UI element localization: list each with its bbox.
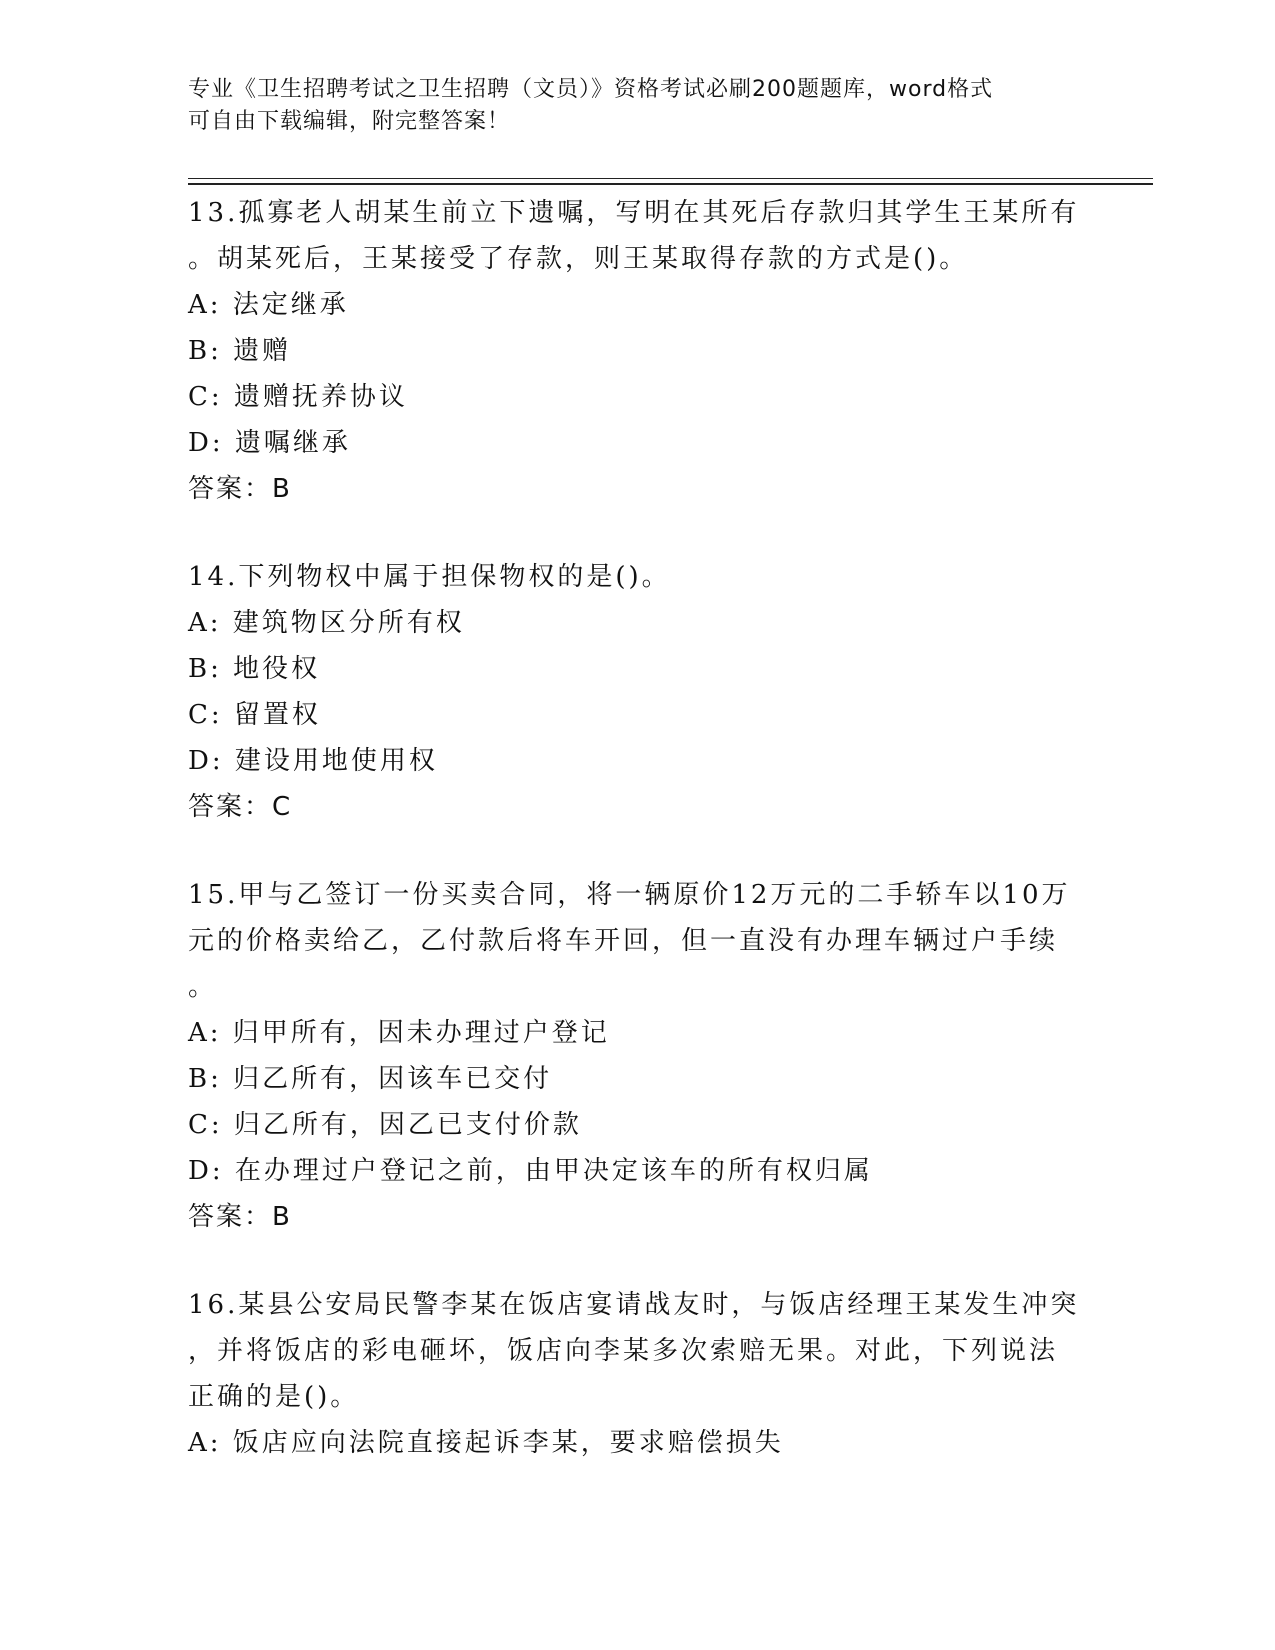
option-c: C: 留置权 (188, 700, 321, 730)
question-stem: 正确的是()。 (188, 1382, 360, 1412)
option-d: D: 遗嘱继承 (188, 428, 351, 458)
option-d: D: 在办理过户登记之前，由甲决定该车的所有权归属 (188, 1156, 873, 1186)
question-stem: 。 (188, 972, 218, 1002)
question-list (188, 190, 1088, 1500)
option-b: B: 遗赠 (188, 336, 292, 366)
question-stem: 元的价格卖给乙，乙付款后将车开回，但一直没有办理车辆过户手续 (188, 926, 1059, 956)
header-line: 可自由下载编辑，附完整答案！ (188, 109, 511, 134)
header-line: 专业《卫生招聘考试之卫生招聘（文员）》资格考试必刷200题题库，word格式 (188, 77, 994, 102)
question-stem: 13.孤寡老人胡某生前立下遗嘱，写明在其死后存款归其学生王某所有 (188, 198, 1080, 228)
header-divider (188, 178, 1153, 179)
option-b: B: 归乙所有，因该车已交付 (188, 1064, 553, 1094)
question-stem: ，并将饭店的彩电砸坏，饭店向李某多次索赔无果。对此，下列说法 (188, 1336, 1059, 1366)
question-14 (188, 554, 1088, 830)
answer: 答案：B (188, 1202, 292, 1232)
question-15 (188, 872, 1088, 1240)
header-divider (188, 183, 1153, 185)
option-b: B: 地役权 (188, 654, 321, 684)
option-d: D: 建设用地使用权 (188, 746, 438, 776)
question-stem: 14.下列物权中属于担保物权的是()。 (188, 562, 671, 592)
question-16 (188, 1282, 1088, 1466)
document-header (188, 74, 1068, 138)
option-c: C: 归乙所有，因乙已支付价款 (188, 1110, 582, 1140)
option-c: C: 遗赠抚养协议 (188, 382, 408, 412)
answer: 答案：B (188, 474, 292, 504)
answer: 答案：C (188, 792, 293, 822)
option-a: A: 饭店应向法院直接起诉李某，要求赔偿损失 (188, 1428, 784, 1458)
question-stem: 15.甲与乙签订一份买卖合同，将一辆原价12万元的二手轿车以10万 (188, 880, 1071, 910)
option-a: A: 法定继承 (188, 290, 349, 320)
question-stem: 。胡某死后，王某接受了存款，则王某取得存款的方式是()。 (188, 244, 969, 274)
option-a: A: 建筑物区分所有权 (188, 608, 465, 638)
question-13 (188, 190, 1088, 512)
question-stem: 16.某县公安局民警李某在饭店宴请战友时，与饭店经理王某发生冲突 (188, 1290, 1080, 1320)
option-a: A: 归甲所有，因未办理过户登记 (188, 1018, 610, 1048)
